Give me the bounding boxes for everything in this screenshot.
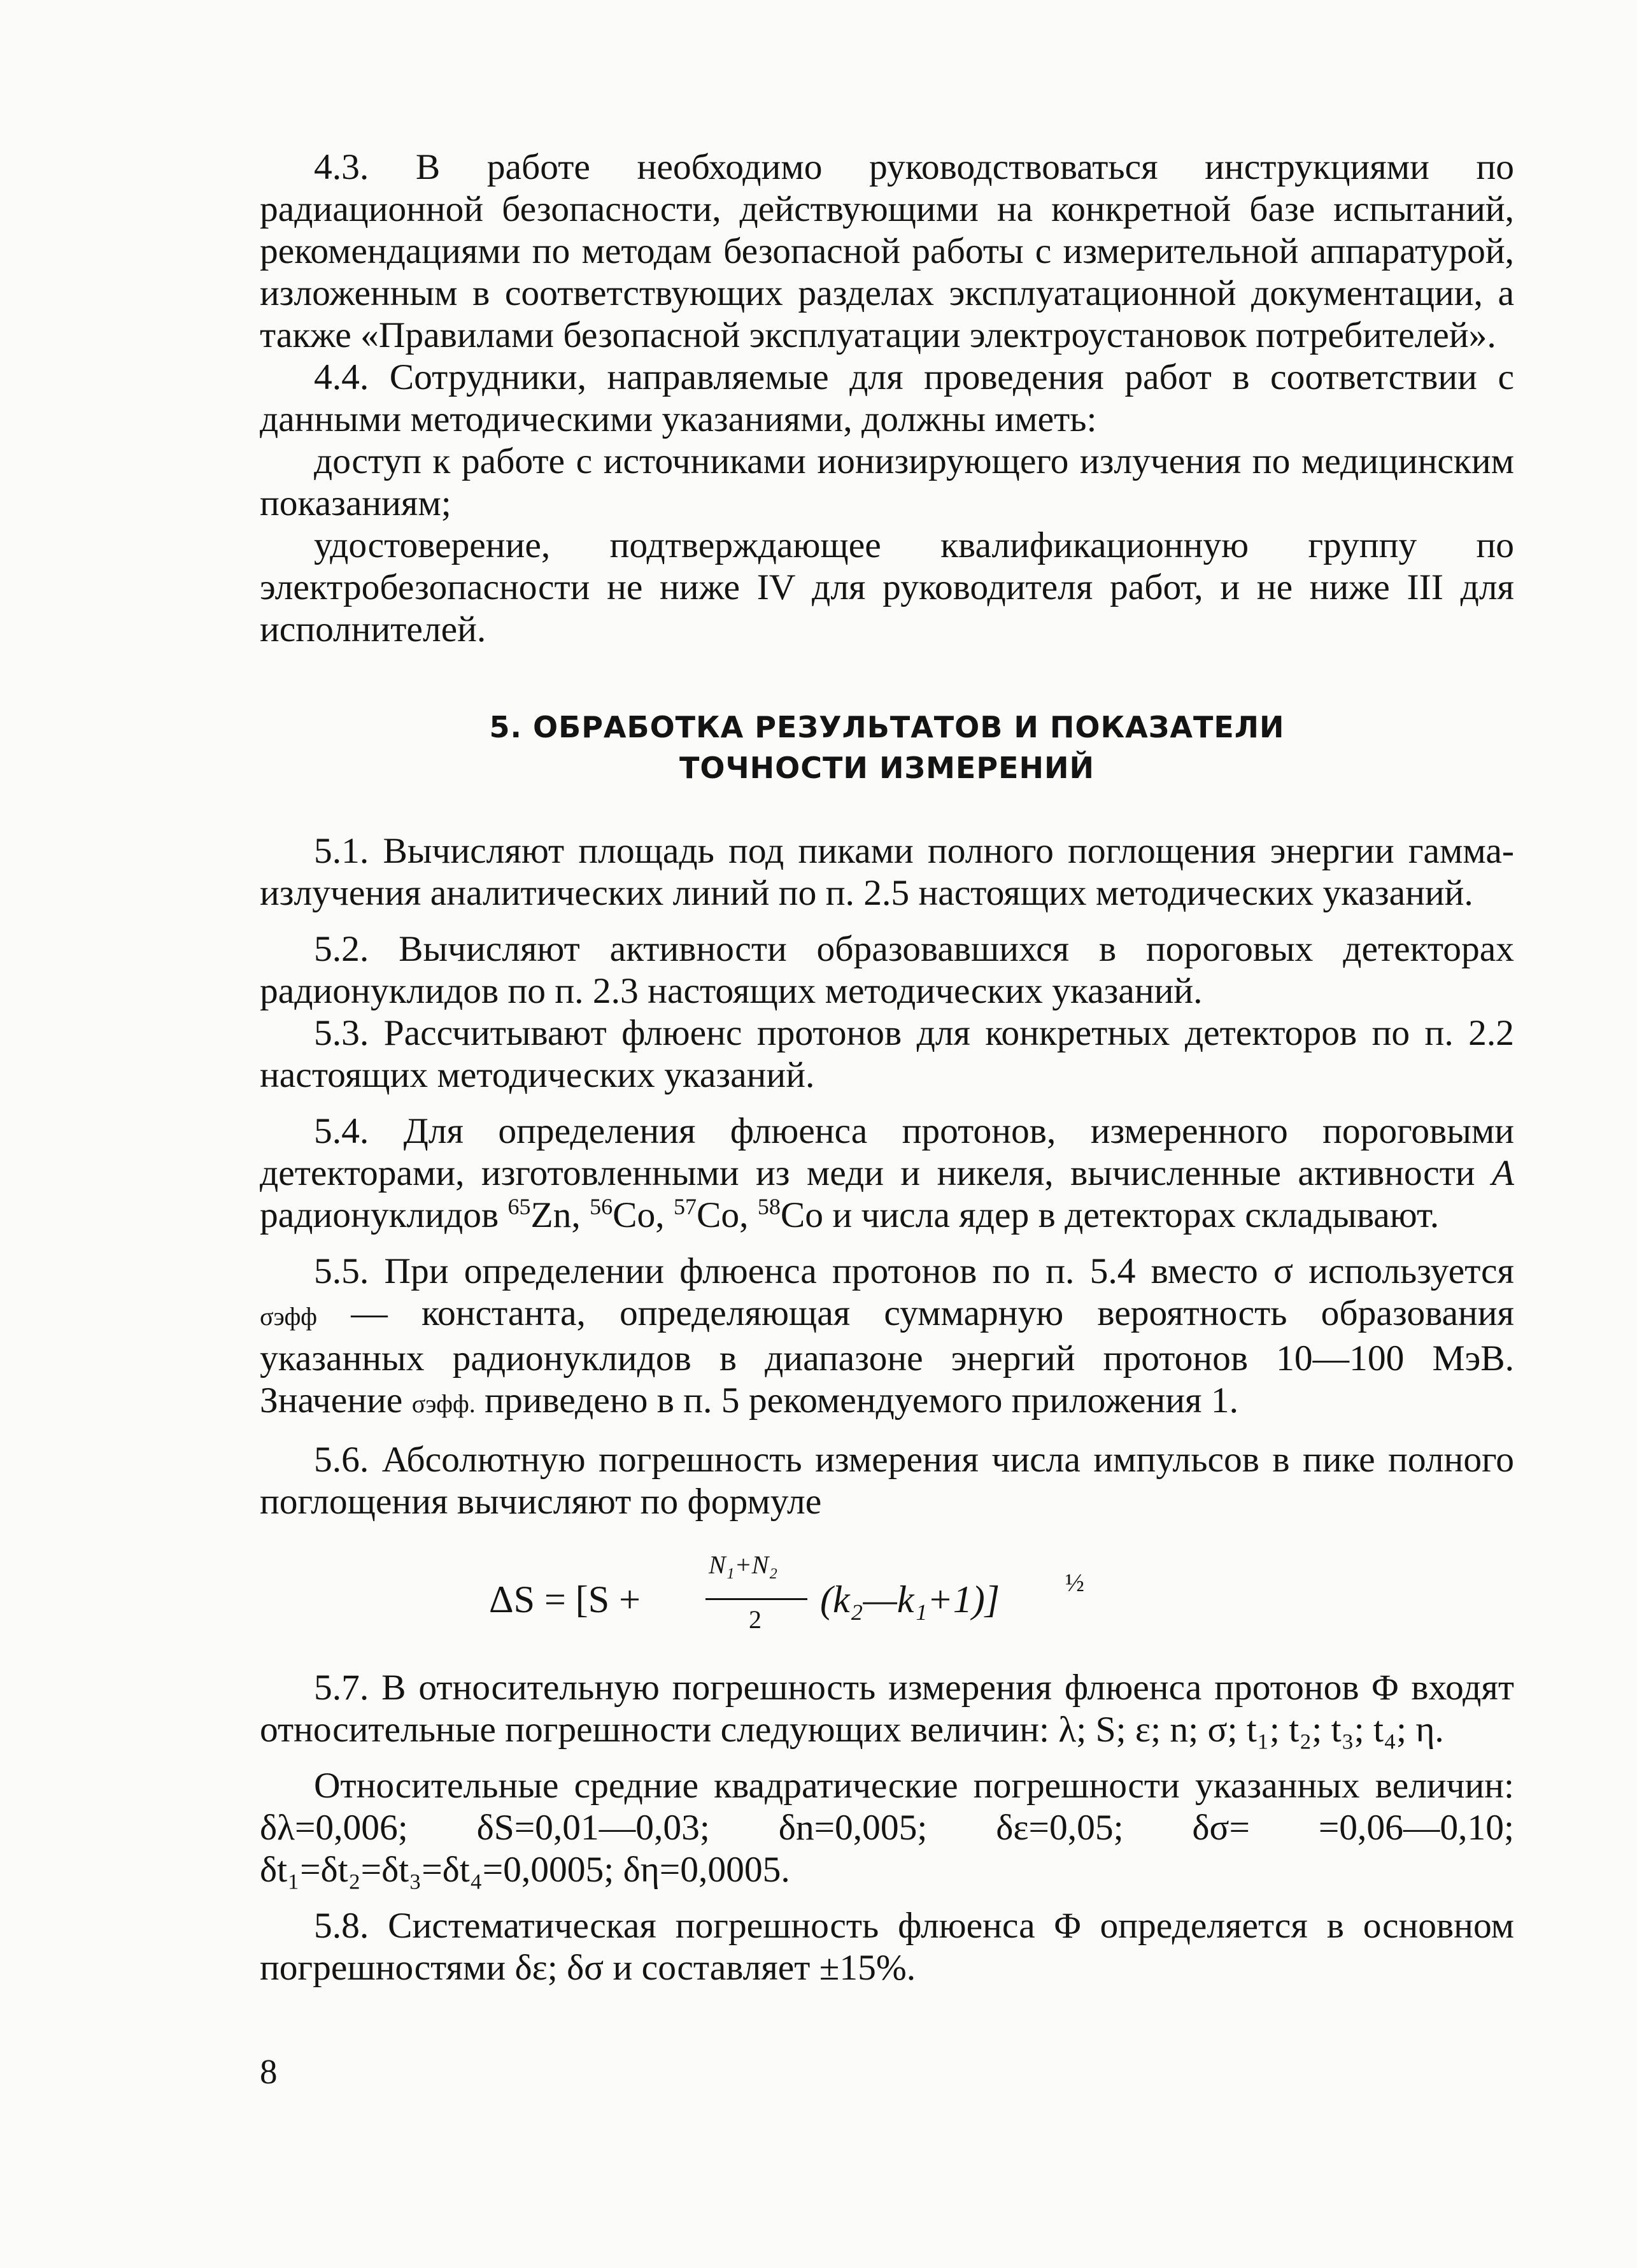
nuclide-mass: 58: [757, 1193, 781, 1219]
nuclide-mass: 57: [674, 1193, 697, 1219]
paragraph-5-5: 5.5. При определении флюенса протонов по п. 5.4 вместо σ используется σэфф — константа, определяющая суммарную вероятность образования указанных радионуклидов в диапазоне энергий протонов 10—100 МэВ. Значение σэфф. приведено в п. 5 рекомендуемого приложения 1.: [260, 1251, 1514, 1421]
heading-line-1: 5. ОБРАБОТКА РЕЗУЛЬТАТОВ И ПОКАЗАТЕЛИ: [489, 710, 1285, 744]
nuclide: $^{56}$Co,: [590, 1193, 674, 1235]
nuclide-mass: 56: [590, 1193, 613, 1219]
paragraph-5-1: 5.1. Вычисляют площадь под пиками полного поглощения энергии гамма-излучения аналитических линий по п. 2.5 настоящих методических указаний.: [260, 831, 1514, 913]
nuclide: $^{57}$Co,: [674, 1193, 758, 1235]
formula-delta-s: [260, 1549, 1514, 1644]
document-page: [260, 146, 1514, 1989]
formula-power: ½: [1065, 1568, 1084, 1597]
nuclide: $^{65}$Zn,: [507, 1193, 590, 1235]
formula-rhs: (k₂—k₁+1)]: [820, 1578, 1000, 1620]
paragraph-4-4-access: доступ к работе с источниками ионизирующего излучения по медицинским показаниям;: [260, 441, 1514, 523]
paragraph-5-3: 5.3. Рассчитывают флюенс протонов для конкретных детекторов по п. 2.2 настоящих методических указаний.: [260, 1013, 1514, 1095]
nuclide-element: Zn: [530, 1195, 572, 1235]
page-number: 8: [260, 2052, 278, 2091]
formula-numerator: N₁+N₂: [709, 1550, 778, 1579]
paragraph-5-2: 5.2. Вычисляют активности образовавшихся в пороговых детекторах радионуклидов по п. 2.3 настоящих методических указаний.: [260, 929, 1514, 1011]
paragraph-5-8: 5.8. Систематическая погрешность флюенса Φ определяется в основном погрешностями δε; δσ и составляет ±15%.: [260, 1906, 1514, 1988]
paragraph-5-7: 5.7. В относительную погрешность измерения флюенса протонов Φ входят относительные погрешности следующих величин: λ; S; ε; n; σ; t₁; t₂; t₃; t₄; η.: [260, 1668, 1514, 1750]
activity-symbol: A: [1491, 1153, 1514, 1193]
nuclide-element: Co: [613, 1195, 656, 1235]
paragraph-4-4: 4.4. Сотрудники, направляемые для проведения работ в соответствии с данными методическими указаниями, должны иметь:: [260, 357, 1514, 439]
nuclide: [758, 1195, 823, 1235]
section-5-heading: [260, 707, 1514, 788]
formula-denominator: 2: [749, 1605, 762, 1634]
paragraph-5-6: 5.6. Абсолютную погрешность измерения числа импульсов в пике полного поглощения вычисляют по формуле: [260, 1440, 1514, 1522]
paragraph-5-4: 5.4. Для определения флюенса протонов, измеренного пороговыми детекторами, изготовленными из меди и никеля, вычисленные активности A радионуклидов $^{65}$Zn, $^{56}$Co, $^{57}$Co, $^{58}$Co и числа ядер в детекторах складывают.: [260, 1111, 1514, 1235]
sigma-eff-2: σэфф.: [411, 1389, 476, 1418]
nuclide-element: Co: [697, 1195, 740, 1235]
paragraph-4-4-certificate: удостоверение, подтверждающее квалификационную группу по электробезопасности не ниже IV для руководителя работ, и не ниже III для исполнителей.: [260, 525, 1514, 649]
nuclide-mass: 65: [507, 1193, 531, 1219]
heading-line-2: ТОЧНОСТИ ИЗМЕРЕНИЙ: [679, 751, 1095, 785]
nuclide-element: Co: [780, 1195, 823, 1235]
nuclide-list: [508, 1195, 823, 1235]
paragraph-5-7-errors: Относительные средние квадратические погрешности указанных величин: δλ=0,006; δS=0,01—0,03; δn=0,005; δε=0,05; δσ= =0,06—0,10; δt₁=δt₂=δt₃=δt₄=0,0005; δη=0,0005.: [260, 1766, 1514, 1890]
formula-lhs: ΔS = [S +: [489, 1578, 641, 1620]
sigma-eff: σэфф: [260, 1302, 318, 1331]
paragraph-4-3: 4.3. В работе необходимо руководствоваться инструкциями по радиационной безопасности, действующими на конкретной базе испытаний, рекомендациями по методам безопасной работы с измерительной аппаратурой, изложенным в соответствующих разделах эксплуатационной документации, а также «Правилами безопасной эксплуатации электроустановок потребителей».: [260, 147, 1514, 355]
fraction-bar: [705, 1598, 807, 1600]
